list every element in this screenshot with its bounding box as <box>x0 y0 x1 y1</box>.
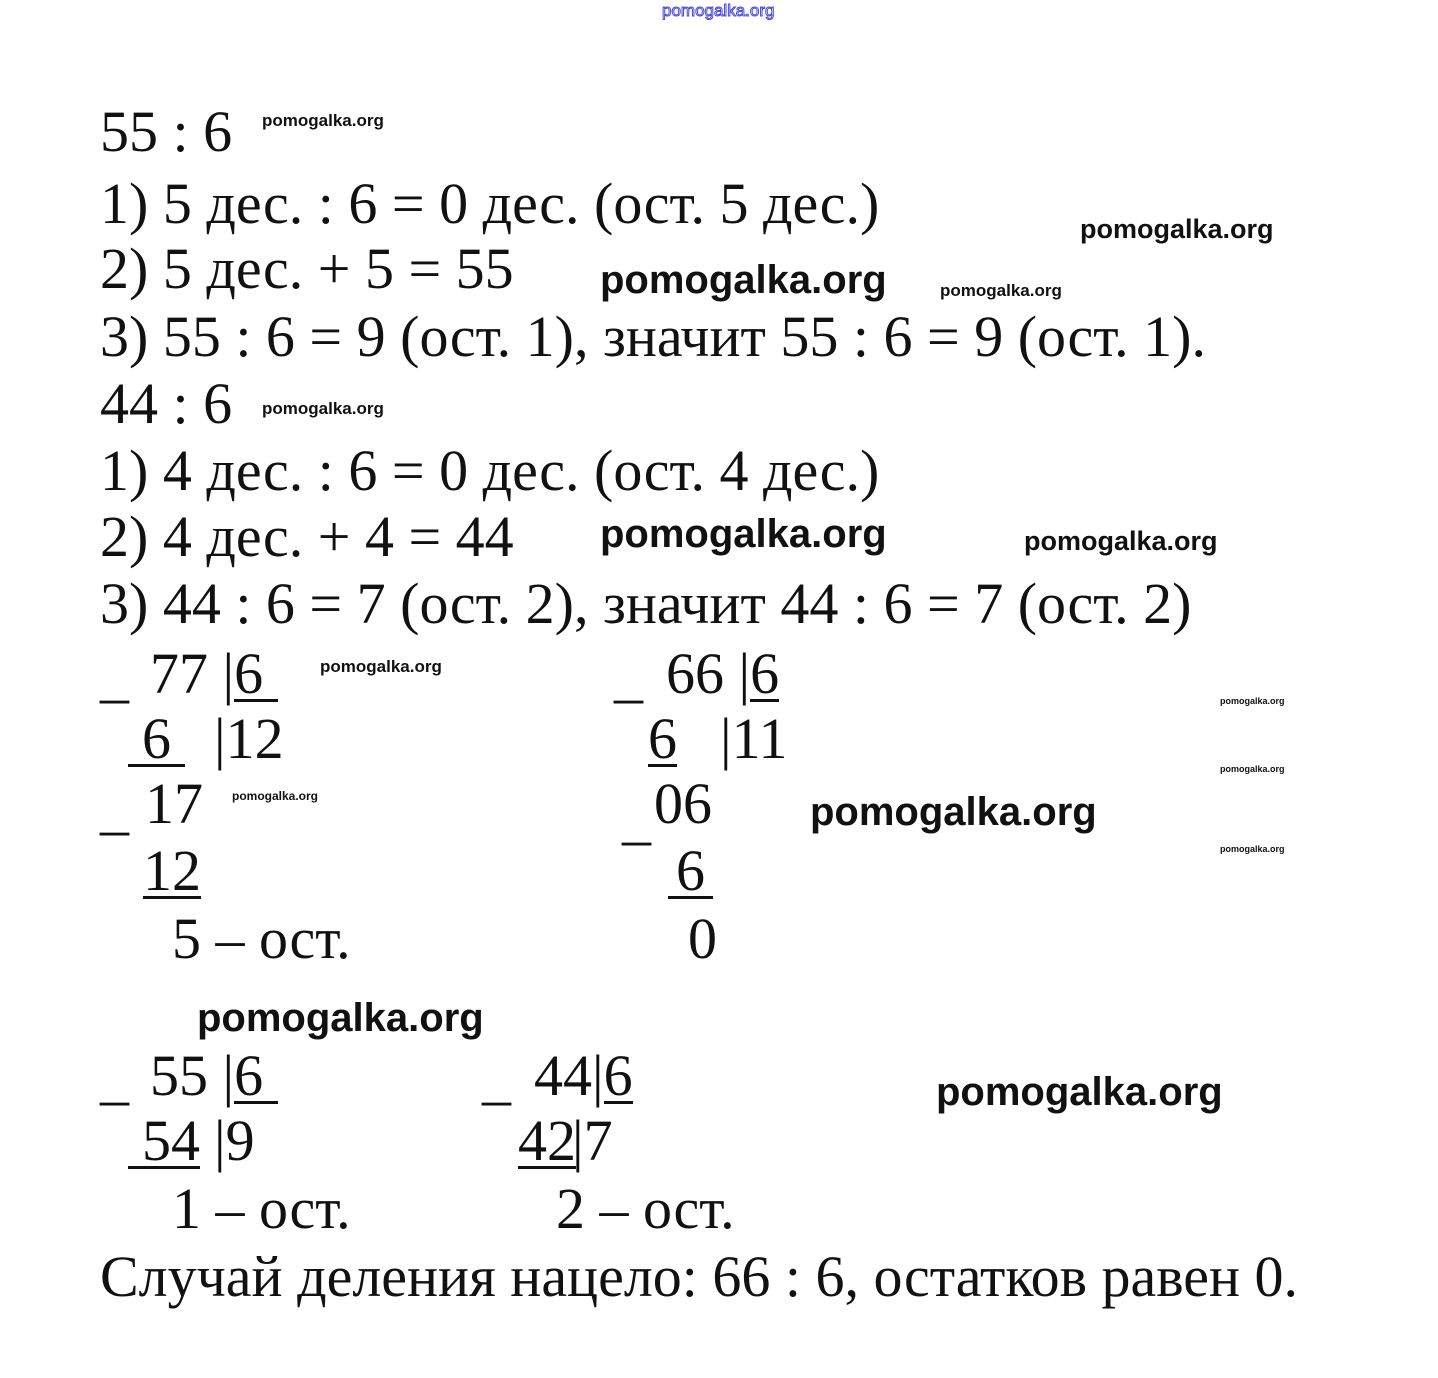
watermark: pomogalka.org <box>600 258 887 302</box>
watermark: pomogalka.org <box>940 281 1062 300</box>
watermark: pomogalka.org <box>936 1070 1223 1114</box>
watermark: pomogalka.org <box>197 996 484 1040</box>
subtrahend: 12 <box>143 838 201 903</box>
divisor: 6 <box>234 641 278 706</box>
divisor: 6 <box>603 1043 633 1108</box>
divisor: 6 <box>750 641 780 706</box>
remainder: 1 – ост. <box>172 1176 351 1241</box>
watermark: pomogalka.org <box>810 790 1097 834</box>
watermark: pomogalka.org <box>1220 696 1285 706</box>
watermark: pomogalka.org <box>1220 844 1285 854</box>
minus-sign: _ <box>100 644 129 709</box>
remainder: 2 – ост. <box>556 1176 735 1241</box>
watermark: pomogalka.org <box>662 1 775 20</box>
conclusion: Случай деления нацело: 66 : 6, остатков равен 0. <box>100 1244 1299 1309</box>
minus-sign: _ <box>614 644 643 709</box>
minus-sign: _ <box>100 1046 129 1111</box>
partial-remainder: 06 <box>654 771 712 836</box>
quotient: |12 <box>214 706 284 771</box>
remainder: 5 – ост. <box>172 906 351 971</box>
subtrahend: 42 <box>518 1108 576 1173</box>
quotient: |11 <box>720 706 788 771</box>
section-title: 55 : 6 <box>100 99 233 164</box>
subtrahend: 6 <box>668 846 713 899</box>
step-line: 3) 55 : 6 = 9 (ост. 1), значит 55 : 6 = 9 (ост. 1). <box>100 304 1206 369</box>
watermark: pomogalka.org <box>600 512 887 556</box>
quotient: |7 <box>572 1108 613 1173</box>
watermark: pomogalka.org <box>1080 214 1274 244</box>
step-line: 2) 5 дес. + 5 = 55 <box>100 236 514 301</box>
minus-sign: _ <box>100 776 129 841</box>
step-line: 2) 4 дес. + 4 = 44 <box>100 504 514 569</box>
watermark: pomogalka.org <box>1220 764 1285 774</box>
step-line: 3) 44 : 6 = 7 (ост. 2), значит 44 : 6 = 7 (ост. 2) <box>100 571 1192 636</box>
divisor: 6 <box>234 1043 278 1108</box>
subtrahend: 6 <box>128 714 185 767</box>
minus-sign: _ <box>622 786 651 851</box>
watermark: pomogalka.org <box>1024 526 1218 556</box>
dividend: 77 | <box>150 641 235 706</box>
step-line: 1) 5 дес. : 6 = 0 дес. (ост. 5 дес.) <box>100 171 880 236</box>
watermark: pomogalka.org <box>320 657 442 676</box>
step-line: 1) 4 дес. : 6 = 0 дес. (ост. 4 дес.) <box>100 438 880 503</box>
subtrahend: 54 <box>128 1116 200 1169</box>
minus-sign: _ <box>482 1046 511 1111</box>
watermark: pomogalka.org <box>262 399 384 418</box>
dividend: 66 | <box>666 641 751 706</box>
watermark: pomogalka.org <box>232 789 319 803</box>
subtrahend: 6 <box>648 706 677 771</box>
partial-remainder: 17 <box>145 771 203 836</box>
watermark: pomogalka.org <box>262 111 384 130</box>
remainder: 0 <box>688 906 717 971</box>
dividend: 55 | <box>150 1043 235 1108</box>
quotient: |9 <box>214 1108 255 1173</box>
section-title: 44 : 6 <box>100 371 233 436</box>
dividend: 44| <box>534 1043 604 1108</box>
